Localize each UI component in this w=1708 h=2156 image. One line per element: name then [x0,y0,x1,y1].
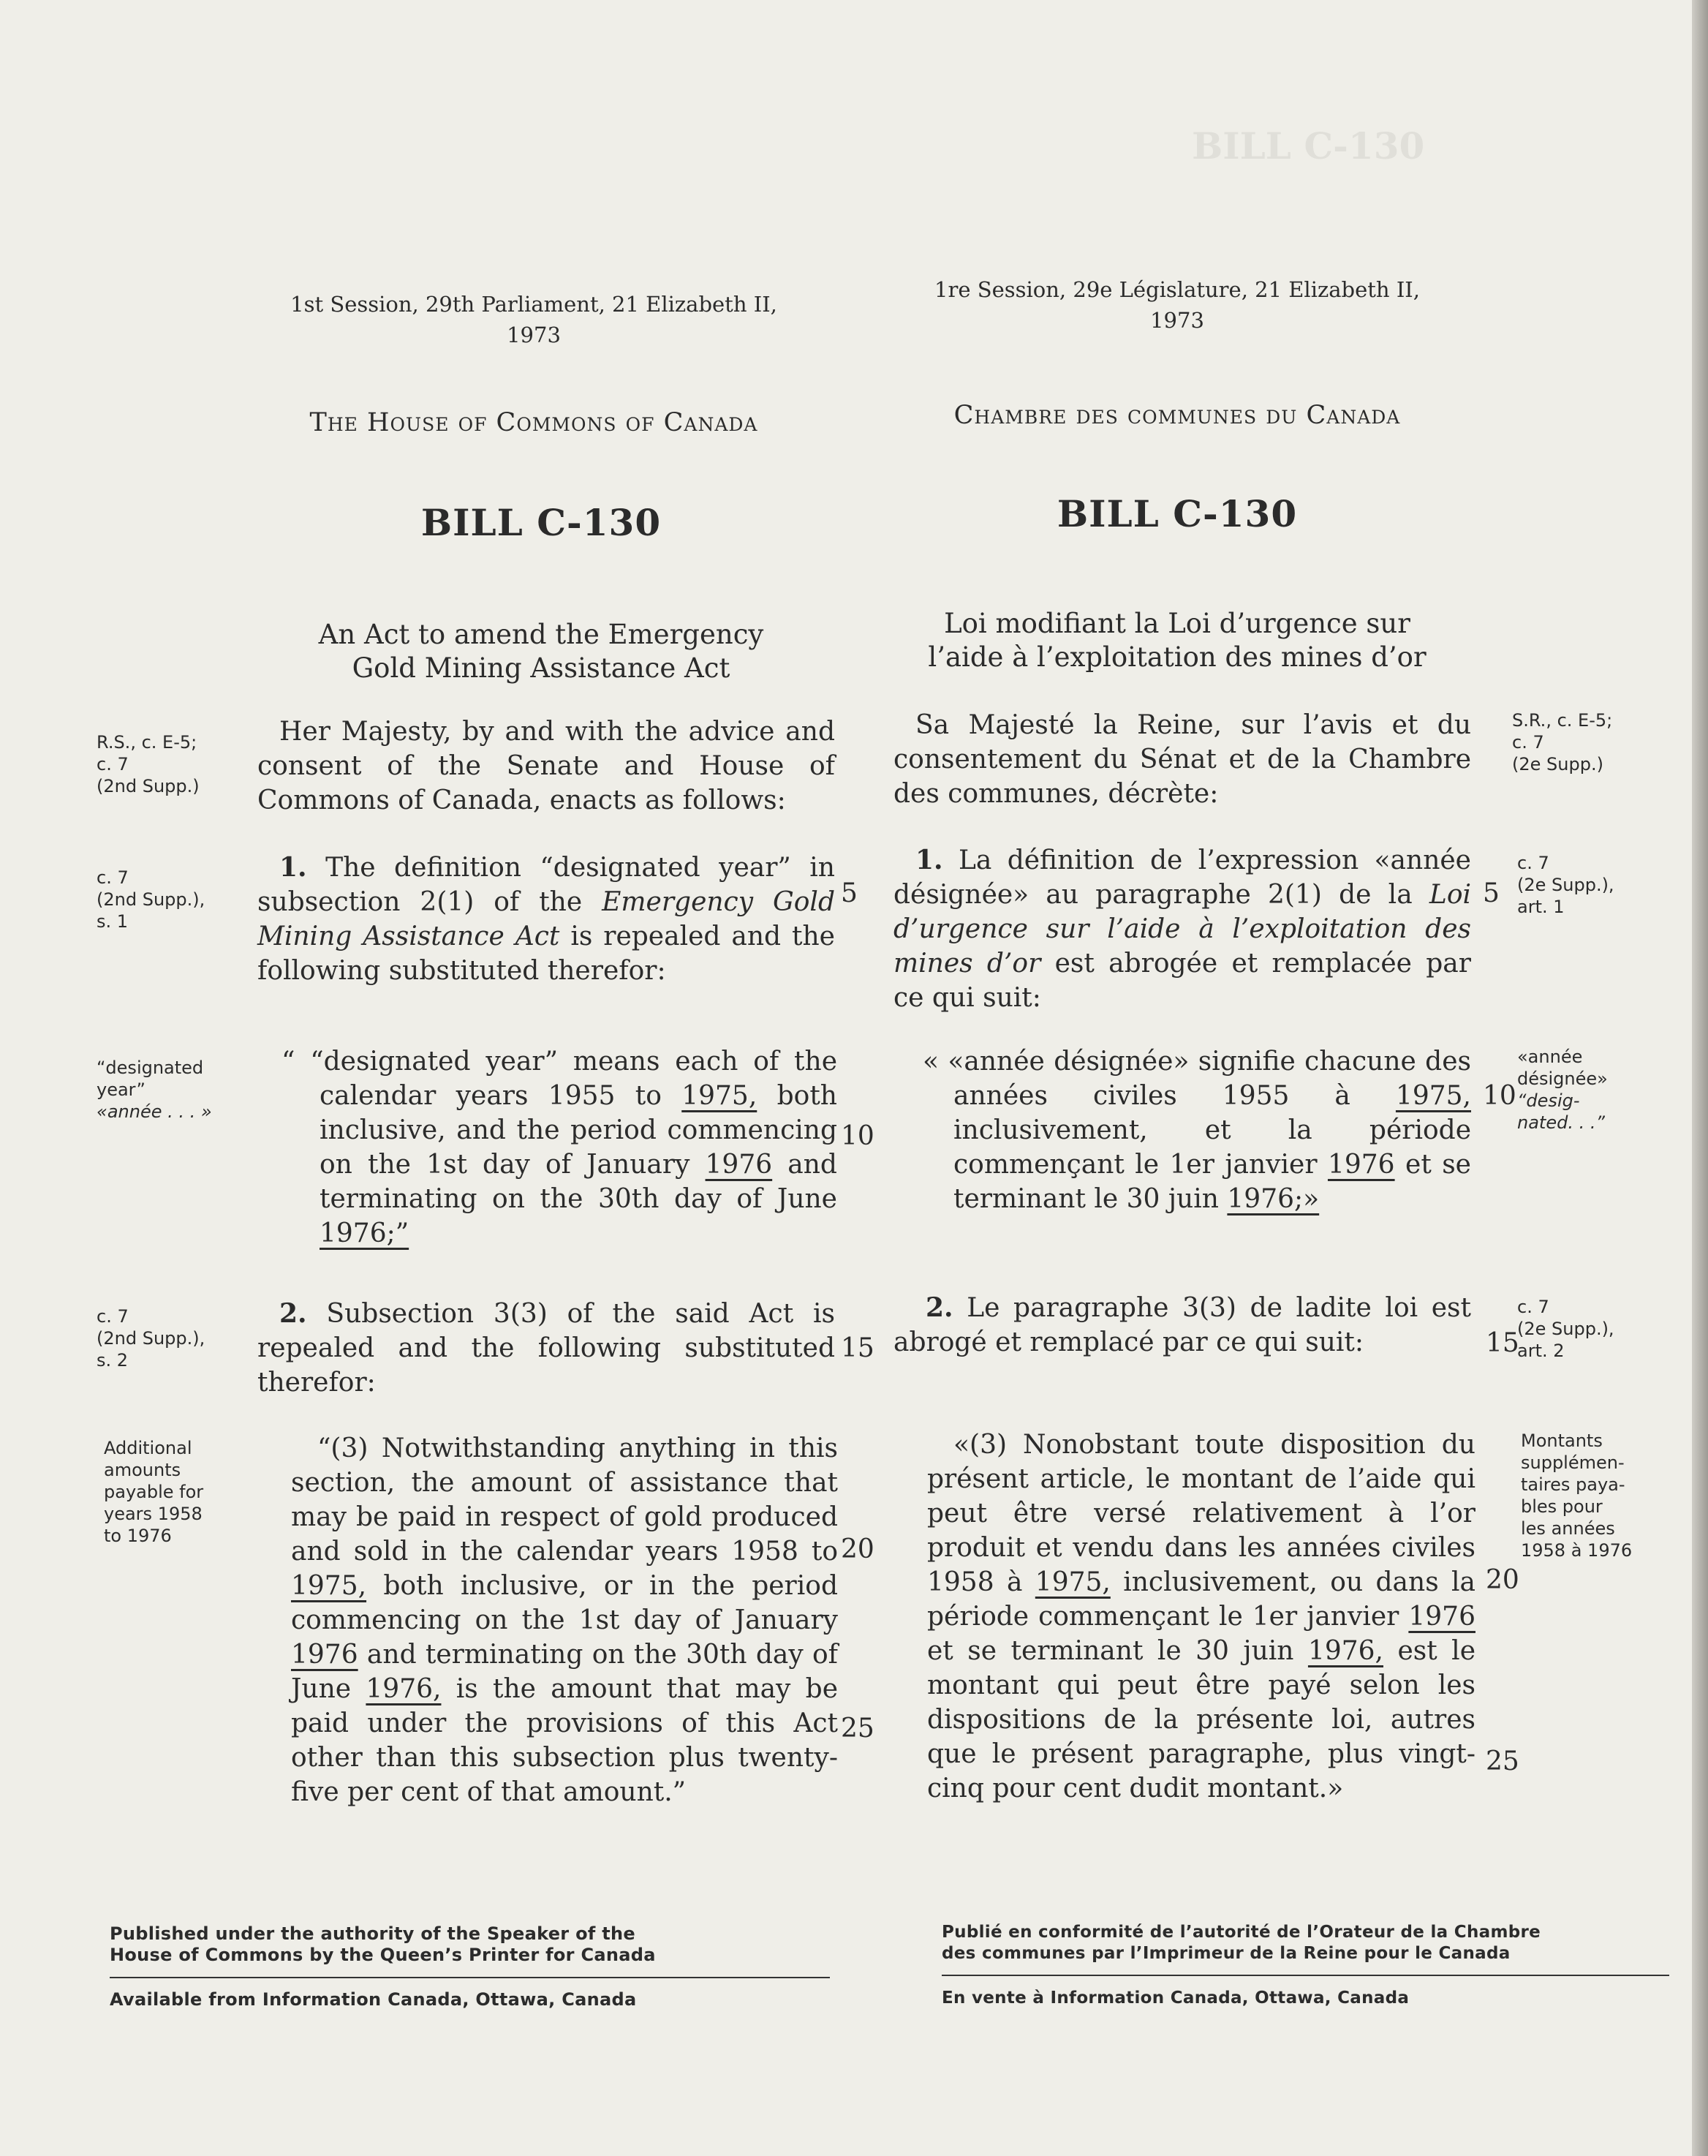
en-note-2-line: (2nd Supp.), [97,889,205,910]
fr-note-5-line: Montants [1521,1431,1603,1451]
fr-section-1-text [893,843,1471,1015]
en-subsection-3-year-2: 1976 [291,1640,358,1670]
fr-definition-year-1: 1975, [1395,1081,1471,1111]
fr-subsection-3-part-a: «(3) Nonobstant toute disposition du présent article, le montant de l’aide qui peut être versé relativement à l’or produit et vendu dans les années civiles 1958 à [927,1430,1475,1597]
en-note-1-line: R.S., c. E-5; [97,732,197,753]
fr-definition-part-b: inclusivement, et la période commençant le 1er janvier [953,1115,1471,1180]
fr-line-number-5: 5 [1483,878,1500,908]
fr-note-5-line: les années [1521,1518,1615,1539]
fr-note-4-line: (2e Supp.), [1517,1319,1614,1339]
fr-note-5-line: supplémen- [1521,1452,1625,1473]
fr-note-4-line: c. 7 [1517,1297,1549,1317]
en-section-1-act-name: Emergency Gold Mining Assistance Act [257,887,835,951]
fr-note-5-line: 1958 à 1976 [1521,1540,1633,1561]
fr-subsection-3-year-1: 1975, [1035,1567,1111,1597]
en-line-number-15: 15 [841,1333,874,1363]
en-act-title [249,618,834,685]
en-note-5-line: to 1976 [104,1526,172,1546]
fr-footer-publication [942,1922,1673,1964]
fr-house-title: Chambre des communes du Canada [953,401,1401,430]
en-section-1 [257,851,835,988]
fr-subsection-3 [927,1428,1475,1806]
fr-note-4-line: art. 2 [1517,1341,1565,1361]
en-footer-publication-line1: Published under the authority of the Speaker of the [110,1923,635,1944]
en-note-3 [97,1057,243,1123]
en-section-2 [257,1297,835,1400]
fr-definition-year-2: 1976 [1327,1150,1395,1180]
en-note-2-line: s. 1 [97,911,129,932]
en-line-number-10: 10 [841,1121,874,1151]
en-definition-part-b: both inclusive, and the period commencing on the 1st day of January [320,1081,837,1180]
fr-note-2 [1517,852,1671,918]
fr-subsection-3-text [927,1428,1475,1806]
en-note-3-line: «année . . . » [97,1101,212,1122]
fr-section-1 [893,843,1471,1015]
en-definition-year-3: 1976;” [320,1218,409,1248]
fr-note-1 [1512,709,1673,775]
fr-note-2-line: (2e Supp.), [1517,875,1614,895]
en-footer-publication [110,1923,834,1966]
fr-section-1-part-b: est abrogée et remplacée par ce qui suit: [893,949,1471,1013]
fr-act-title-line2: l’aide à l’exploitation des mines d’or [928,641,1427,673]
en-note-4 [97,1305,243,1371]
fr-note-3-line: “desig- [1517,1090,1580,1111]
en-footer-rule [110,1977,830,1978]
fr-note-1-line: S.R., c. E-5; [1512,710,1613,731]
en-section-1-number: 1. [279,852,307,883]
fr-section-1-number: 1. [915,845,943,875]
fr-subsection-3-year-2: 1976 [1408,1602,1475,1632]
fr-note-5-line: bles pour [1521,1496,1603,1517]
fr-section-2 [893,1291,1471,1360]
en-enacting-text: Her Majesty, by and with the advice and consent of the Senate and House of Commons of Canada, enacts as follows: [257,717,835,815]
en-definition [281,1044,837,1251]
en-session-line2: 1973 [507,323,561,347]
en-note-4-line: c. 7 [97,1306,129,1327]
en-house-title: The House of Commons of Canada [309,408,758,437]
fr-enacting-text: Sa Majesté la Reine, sur l’avis et du consentement du Sénat et de la Chambre des communes, décrète: [893,710,1471,809]
en-note-2-line: c. 7 [97,867,129,888]
fr-definition-part-a: « «année désignée» signifie chacune des années civiles 1955 à [923,1047,1471,1111]
en-definition-text [281,1044,837,1251]
en-subsection-3 [291,1431,838,1809]
en-section-1-part-a: The definition “designated year” in subsection 2(1) of the [257,853,835,917]
fr-note-3-line: désignée» [1517,1068,1608,1089]
fr-note-3-line: «année [1517,1047,1583,1067]
en-subsection-3-text [291,1431,838,1809]
en-section-1-text [257,851,835,988]
fr-subsection-3-part-c: et se terminant le 30 juin [927,1636,1294,1666]
en-section-2-number: 2. [279,1298,307,1329]
en-session [249,289,819,350]
fr-enacting-clause [893,708,1471,811]
fr-definition-text [923,1044,1471,1216]
en-subsection-3-part-d: is the amount that may be paid under the provisions of this Act other than this subsection plus twenty-five per cent of that amount.” [291,1674,838,1807]
fr-session [885,274,1470,336]
en-bill-number: BILL C-130 [420,501,662,544]
fr-note-2-line: c. 7 [1517,853,1549,873]
en-note-4-line: s. 2 [97,1350,129,1371]
en-definition-year-1: 1975, [681,1081,757,1111]
fr-subsection-3-part-d: est le montant qui peut être payé selon les dispositions de la présente loi, autres que le présent paragraphe, plus vingt-cinq pour cent dudit montant.» [927,1636,1475,1803]
en-note-5-line: payable for [104,1482,204,1502]
en-act-title-line2: Gold Mining Assistance Act [352,652,730,684]
en-subsection-3-part-a: “(3) Notwithstanding anything in this section, the amount of assistance that may be paid in respect of gold produced and sold in the calendar years 1958 to [291,1433,838,1567]
fr-section-2-text [893,1291,1471,1360]
en-definition-part-c: and terminating on the 30th day of June [320,1150,837,1214]
en-note-2 [97,867,243,932]
en-section-1-part-b: is repealed and the following substituted therefor: [257,921,835,986]
en-definition-part-a: “ “designated year” means each of the calendar years 1955 to [281,1047,837,1111]
en-section-2-body: Subsection 3(3) of the said Act is repealed and the following substituted therefor: [257,1299,835,1398]
en-session-line1: 1st Session, 29th Parliament, 21 Elizabeth II, [290,292,777,317]
en-line-number-5: 5 [841,878,858,908]
en-note-5 [104,1437,243,1547]
fr-line-number-10: 10 [1483,1081,1516,1111]
en-subsection-3-part-c: and terminating on the 30th day of June [291,1640,838,1704]
en-note-3-line: year” [97,1079,146,1100]
en-definition-year-2: 1976 [705,1150,773,1180]
fr-note-1-line: (2e Supp.) [1512,754,1603,774]
fr-note-4 [1517,1296,1671,1362]
fr-bill-number: BILL C-130 [1057,492,1298,535]
en-subsection-3-part-b: both inclusive, or in the period commencing on the 1st day of January [291,1571,838,1635]
fr-footer-rule [942,1975,1669,1976]
fr-footer-publication-line1: Publié en conformité de l’autorité de l’Orateur de la Chambre [942,1923,1541,1942]
fr-footer-availability: En vente à Information Canada, Ottawa, Canada [942,1989,1410,2008]
fr-section-1-part-a: La définition de l’expression «année désignée» au paragraphe 2(1) de la [893,845,1471,910]
en-line-number-25: 25 [841,1714,874,1744]
fr-act-title [885,607,1470,674]
fr-footer-publication-line2: des communes par l’Imprimeur de la Reine pour le Canada [942,1944,1511,1963]
fr-note-3-line: nated. . .” [1517,1112,1605,1133]
fr-session-line2: 1973 [1150,308,1204,333]
en-note-1-line: (2nd Supp.) [97,776,200,796]
en-note-3-line: “designated [97,1058,204,1078]
fr-definition-part-c: et se terminant le 30 juin [953,1150,1471,1214]
en-section-2-text [257,1297,835,1400]
fr-line-number-25: 25 [1486,1746,1519,1776]
fr-section-2-number: 2. [926,1292,953,1323]
en-note-5-line: years 1958 [104,1504,203,1524]
fr-session-line1: 1re Session, 29e Législature, 21 Elizabeth II, [934,277,1420,302]
fr-line-number-20: 20 [1486,1565,1519,1595]
fr-line-number-15: 15 [1486,1328,1519,1358]
fr-subsection-3-part-b: inclusivement, ou dans la période commençant le 1er janvier [927,1567,1475,1632]
fr-definition-year-3: 1976;» [1227,1184,1320,1214]
en-note-4-line: (2nd Supp.), [97,1328,205,1349]
fr-note-1-line: c. 7 [1512,732,1544,753]
en-enacting-clause [257,715,835,818]
fr-note-5-line: taires paya- [1521,1474,1625,1495]
en-footer-availability: Available from Information Canada, Ottawa, Canada [110,1989,637,2010]
show-through-text: BILL C-130 [1192,124,1425,167]
fr-section-2-body: Le paragraphe 3(3) de ladite loi est abrogé et remplacé par ce qui suit: [893,1293,1471,1357]
fr-definition [923,1044,1471,1216]
page-edge [1692,0,1708,2156]
en-note-5-line: Additional [104,1438,192,1458]
en-footer-publication-line2: House of Commons by the Queen’s Printer for Canada [110,1945,656,1965]
en-note-5-line: amounts [104,1460,181,1480]
fr-act-title-line1: Loi modifiant la Loi d’urgence sur [944,608,1410,639]
fr-note-5 [1521,1430,1674,1561]
fr-section-1-act-name: Loi d’urgence sur l’aide à l’exploitation des mines d’or [893,880,1471,979]
en-subsection-3-year-1: 1975, [291,1571,367,1601]
en-line-number-20: 20 [841,1534,874,1564]
en-act-title-line1: An Act to amend the Emergency [318,619,764,650]
en-subsection-3-year-3: 1976, [366,1674,442,1704]
fr-note-3 [1517,1046,1671,1134]
fr-note-2-line: art. 1 [1517,897,1565,917]
show-through [1192,124,1424,167]
fr-subsection-3-year-3: 1976, [1307,1636,1383,1666]
en-note-1 [97,731,243,797]
en-note-1-line: c. 7 [97,754,129,774]
